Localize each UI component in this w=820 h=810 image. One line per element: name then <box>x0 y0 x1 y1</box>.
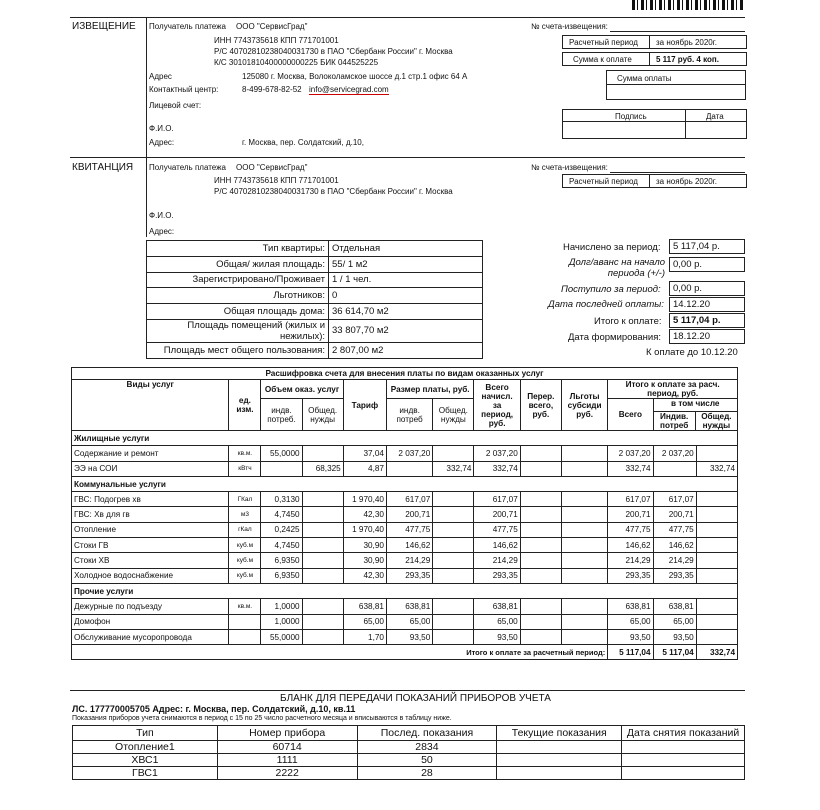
received-label: Поступило за период: <box>561 284 661 295</box>
service-cell: 332,74 <box>608 461 653 476</box>
service-cell: кв.м. <box>229 599 261 614</box>
service-cell: 638,81 <box>474 599 520 614</box>
services-total: 5 117,04 <box>608 645 653 660</box>
service-cell: 42,30 <box>343 568 386 583</box>
service-cell: 638,81 <box>653 599 696 614</box>
formed-value: 18.12.20 <box>669 329 745 344</box>
period-value: за ноябрь 2020г. <box>656 38 717 47</box>
service-cell <box>561 553 607 568</box>
meter-cell: 28 <box>357 767 497 780</box>
col-vol-common: Общед. нужды <box>302 399 343 431</box>
meter-cell: ГВС1 <box>73 767 218 780</box>
receipt-invoice-no-label: № счета-извещения: <box>531 163 608 172</box>
receipt-recipient: ООО "СервисГрад" <box>236 163 308 172</box>
service-cell <box>433 538 474 553</box>
period-label: Расчетный период <box>569 38 638 47</box>
service-cell <box>302 614 343 629</box>
service-cell <box>520 599 561 614</box>
service-cell: 42,30 <box>343 507 386 522</box>
service-cell: 332,74 <box>474 461 520 476</box>
col-volume: Объем оказ. услуг <box>261 380 343 399</box>
service-name: ЭЭ на СОИ <box>72 461 229 476</box>
service-cell: 4,87 <box>343 461 386 476</box>
meters-header: Послед. показания <box>357 726 497 741</box>
col-incl-common: Общед. нужды <box>701 412 732 430</box>
meters-header: Текущие показания <box>497 726 622 741</box>
service-row <box>72 446 738 461</box>
service-cell: 1,70 <box>343 629 386 644</box>
period-box <box>562 35 747 49</box>
service-cell <box>520 629 561 644</box>
last-payment-label: Дата последней оплаты: <box>548 299 664 310</box>
service-name: Содержание и ремонт <box>72 446 229 461</box>
service-cell <box>561 492 607 507</box>
service-cell: куб.м <box>229 553 261 568</box>
service-cell: 55,0000 <box>261 629 302 644</box>
services-total-label: Итого к оплате за расчетный период: <box>72 645 608 660</box>
service-cell: 214,29 <box>653 553 696 568</box>
service-cell <box>561 446 607 461</box>
services-title: Расшифровка счета для внесения платы по видам оказанных услуг <box>72 368 738 380</box>
meter-cell: 1111 <box>217 754 357 767</box>
service-cell <box>561 522 607 537</box>
receipt-recipient-label: Получатель платежа <box>149 163 226 172</box>
service-cell <box>696 599 737 614</box>
receipt-fio-label: Ф.И.О. <box>149 211 174 220</box>
service-cell: 1 970,40 <box>343 522 386 537</box>
receipt-period-box <box>562 174 747 188</box>
service-cell: 617,07 <box>608 492 653 507</box>
service-cell: 4,7450 <box>261 538 302 553</box>
service-cell <box>302 538 343 553</box>
service-group-name: Коммунальные услуги <box>72 476 738 491</box>
meter-input-cell[interactable] <box>497 741 622 754</box>
bank-account: Р/С 40702810238040031730 в ПАО "Сбербанк России" г. Москва <box>214 47 453 56</box>
formed-label: Дата формирования: <box>568 332 662 343</box>
service-cell: 93,50 <box>474 629 520 644</box>
service-cell: 146,62 <box>653 538 696 553</box>
service-cell: 6,9350 <box>261 568 302 583</box>
service-cell: 293,35 <box>386 568 432 583</box>
service-cell: 638,81 <box>386 599 432 614</box>
corr-account: К/С 30101810400000000225 БИК 044525225 <box>214 58 379 67</box>
total-value: 5 117,04 р. <box>669 313 745 328</box>
service-cell <box>302 553 343 568</box>
amount-due-label: Сумма к оплате <box>573 55 632 64</box>
col-benefits: Льготы субсиди руб. <box>561 380 607 431</box>
service-cell: 477,75 <box>653 522 696 537</box>
col-incl-group <box>653 399 737 431</box>
signature-label: Подпись <box>615 112 647 121</box>
service-cell: 30,90 <box>343 553 386 568</box>
service-cell <box>302 599 343 614</box>
col-fee-common: Общед. нужды <box>433 399 474 431</box>
service-name: Стоки ГВ <box>72 538 229 553</box>
total-label: Итого к оплате: <box>594 316 662 327</box>
service-cell <box>520 522 561 537</box>
pay-sum-label: Сумма оплаты <box>617 74 672 83</box>
apartment-row-value: Отдельная <box>329 241 483 257</box>
service-cell: 65,00 <box>386 614 432 629</box>
service-cell <box>696 538 737 553</box>
receipt-period-value: за ноябрь 2020г. <box>656 177 717 186</box>
service-cell: 293,35 <box>608 568 653 583</box>
service-cell <box>520 446 561 461</box>
service-group-row <box>72 583 738 598</box>
service-cell: 1,0000 <box>261 599 302 614</box>
service-cell: 214,29 <box>474 553 520 568</box>
pay-by-date: К оплате до 10.12.20 <box>646 347 738 358</box>
service-cell <box>302 492 343 507</box>
service-cell: 93,50 <box>608 629 653 644</box>
meters-header: Дата снятия показаний <box>622 726 745 741</box>
service-name: Стоки ХВ <box>72 553 229 568</box>
service-cell: 65,00 <box>608 614 653 629</box>
service-cell <box>433 507 474 522</box>
apartment-row-value: 0 <box>329 288 483 304</box>
service-cell: 293,35 <box>653 568 696 583</box>
service-cell: 617,07 <box>653 492 696 507</box>
service-row <box>72 538 738 553</box>
service-cell <box>696 568 737 583</box>
invoice-no-label: № счета-извещения: <box>531 22 608 31</box>
service-cell <box>696 629 737 644</box>
service-cell: 200,71 <box>474 507 520 522</box>
personal-account-label: Лицевой счет: <box>149 101 202 110</box>
service-cell <box>433 553 474 568</box>
apartment-row-label: Общая/ жилая площадь: <box>147 256 329 272</box>
service-cell: 214,29 <box>386 553 432 568</box>
service-group-name: Жилищные услуги <box>72 431 738 446</box>
apartment-row <box>147 241 483 257</box>
apartment-row-value: 1 / 1 чел. <box>329 272 483 288</box>
col-topay: Итого к оплате за расч. период, руб. <box>608 380 738 399</box>
service-cell: 146,62 <box>608 538 653 553</box>
recipient-label: Получатель платежа <box>149 22 226 31</box>
signature-box[interactable] <box>562 109 747 139</box>
service-cell <box>433 568 474 583</box>
service-cell <box>433 629 474 644</box>
service-cell: 37,04 <box>343 446 386 461</box>
service-name: Обслуживание мусоропровода <box>72 629 229 644</box>
service-cell: гКал <box>229 522 261 537</box>
services-table <box>71 367 738 660</box>
recipient-name: ООО "СервисГрад" <box>236 22 308 31</box>
address-label: Адрес <box>149 72 172 81</box>
service-cell: 6,9350 <box>261 553 302 568</box>
col-fee: Размер платы, руб. <box>386 380 473 399</box>
payer-address: г. Москва, пер. Солдатский, д.10, <box>242 138 364 147</box>
col-accrued: Всего начисл. за период, руб. <box>474 380 520 431</box>
service-cell: 65,00 <box>653 614 696 629</box>
meter-input-cell[interactable] <box>622 767 745 780</box>
meters-header: Номер прибора <box>217 726 357 741</box>
service-cell <box>433 522 474 537</box>
service-row <box>72 614 738 629</box>
meter-input-cell[interactable] <box>497 767 622 780</box>
service-cell: 332,74 <box>433 461 474 476</box>
service-row <box>72 461 738 476</box>
service-cell <box>302 446 343 461</box>
service-cell: кВтч <box>229 461 261 476</box>
qr-code <box>632 0 744 10</box>
service-cell: 332,74 <box>696 461 737 476</box>
apartment-row <box>147 272 483 288</box>
service-cell: 200,71 <box>386 507 432 522</box>
service-cell <box>561 599 607 614</box>
apartment-row-value: 36 614,70 м2 <box>329 304 483 320</box>
service-cell: кв.м. <box>229 446 261 461</box>
service-row <box>72 568 738 583</box>
service-cell: 55,0000 <box>261 446 302 461</box>
service-cell <box>229 614 261 629</box>
service-name: ГВС: Хв для гв <box>72 507 229 522</box>
service-cell <box>696 522 737 537</box>
service-cell: 68,325 <box>302 461 343 476</box>
service-cell: 146,62 <box>474 538 520 553</box>
service-cell <box>433 446 474 461</box>
services-total-ind: 5 117,04 <box>653 645 696 660</box>
service-name: Дежурные по подъезду <box>72 599 229 614</box>
apartment-row <box>147 319 483 342</box>
service-cell: 293,35 <box>474 568 520 583</box>
amount-due-value: 5 117 руб. 4 коп. <box>656 55 719 64</box>
service-cell <box>302 629 343 644</box>
service-cell: 638,81 <box>608 599 653 614</box>
col-kind: Виды услуг <box>72 380 229 431</box>
apartment-row-label: Общая площадь дома: <box>147 304 329 320</box>
service-cell: 214,29 <box>608 553 653 568</box>
apartment-row-label: Площадь помещений (жилых и нежилых): <box>147 319 329 342</box>
payer-address-label: Адрес: <box>149 138 175 147</box>
service-cell <box>433 492 474 507</box>
col-tariff: Тариф <box>343 380 386 431</box>
service-cell <box>520 614 561 629</box>
receipt-account: Р/С 40702810238040031730 в ПАО "Сбербанк России" г. Москва <box>214 187 453 196</box>
service-cell: куб.м <box>229 538 261 553</box>
service-cell <box>433 599 474 614</box>
meter-input-cell[interactable] <box>622 741 745 754</box>
service-cell: 200,71 <box>608 507 653 522</box>
service-cell: 477,75 <box>474 522 520 537</box>
service-cell <box>302 522 343 537</box>
service-cell: 617,07 <box>474 492 520 507</box>
debt-value: 0,00 р. <box>669 257 745 272</box>
apartment-row-label: Льготников: <box>147 288 329 304</box>
service-cell: 93,50 <box>653 629 696 644</box>
service-cell <box>386 461 432 476</box>
service-cell: 2 037,20 <box>386 446 432 461</box>
meters-table <box>72 725 745 780</box>
receipt-inn-kpp: ИНН 7743735618 КПП 771701001 <box>214 176 339 185</box>
service-cell <box>561 461 607 476</box>
service-group-row <box>72 431 738 446</box>
col-vol-ind: индв. потреб. <box>261 399 302 431</box>
service-cell: 146,62 <box>386 538 432 553</box>
col-total: Всего <box>608 399 653 431</box>
service-cell <box>302 507 343 522</box>
meter-input-cell[interactable] <box>497 754 622 767</box>
pay-sum-box[interactable] <box>606 70 746 100</box>
apartment-row-value: 2 807,00 м2 <box>329 342 483 358</box>
col-fee-ind: индв. потреб <box>386 399 432 431</box>
apartment-row <box>147 288 483 304</box>
meter-row <box>73 741 745 754</box>
meter-cell: Отопление1 <box>73 741 218 754</box>
service-cell <box>302 568 343 583</box>
apartment-row-label: Площадь мест общего пользования: <box>147 342 329 358</box>
service-cell: 4,7450 <box>261 507 302 522</box>
service-cell: 65,00 <box>343 614 386 629</box>
service-cell: 2 037,20 <box>653 446 696 461</box>
service-name: Отопление <box>72 522 229 537</box>
meter-row <box>73 754 745 767</box>
service-name: Домофон <box>72 614 229 629</box>
meter-cell: 60714 <box>217 741 357 754</box>
service-cell: 617,07 <box>386 492 432 507</box>
service-row <box>72 507 738 522</box>
service-cell: 0,3130 <box>261 492 302 507</box>
last-payment-value: 14.12.20 <box>669 297 745 312</box>
service-row <box>72 522 738 537</box>
service-cell <box>696 614 737 629</box>
apartment-row-label: Зарегистрировано/Проживает <box>147 272 329 288</box>
service-cell: 200,71 <box>653 507 696 522</box>
service-cell: м3 <box>229 507 261 522</box>
service-cell <box>520 538 561 553</box>
col-incl-ind: Индив. потреб <box>654 412 696 430</box>
service-cell: куб.м <box>229 568 261 583</box>
apartment-info-table <box>146 240 483 359</box>
col-incl: в том числе <box>654 399 737 412</box>
service-cell: 638,81 <box>343 599 386 614</box>
meter-cell: ХВС1 <box>73 754 218 767</box>
service-cell <box>520 507 561 522</box>
col-unit: ед. изм. <box>229 380 261 431</box>
service-cell <box>520 568 561 583</box>
service-cell <box>696 553 737 568</box>
received-value: 0,00 р. <box>669 281 745 296</box>
recipient-address: 125080 г. Москва, Волоколамское шоссе д.1 стр.1 офис 64 А <box>242 72 468 81</box>
service-cell <box>561 568 607 583</box>
service-row <box>72 629 738 644</box>
service-cell <box>561 614 607 629</box>
service-cell <box>696 446 737 461</box>
meter-cell: 2834 <box>357 741 497 754</box>
service-name: Холодное водоснабжение <box>72 568 229 583</box>
service-row <box>72 553 738 568</box>
apartment-row-label: Тип квартиры: <box>147 241 329 257</box>
meter-input-cell[interactable] <box>622 754 745 767</box>
service-cell: 1,0000 <box>261 614 302 629</box>
service-cell <box>561 538 607 553</box>
receipt-heading: КВИТАНЦИЯ <box>72 162 134 173</box>
service-cell <box>520 553 561 568</box>
meters-title: БЛАНК ДЛЯ ПЕРЕДАЧИ ПОКАЗАНИЙ ПРИБОРОВ УЧЕТА <box>280 693 551 704</box>
col-recalc: Перер. всего, руб. <box>520 380 561 431</box>
service-name: ГВС: Подогрев хв <box>72 492 229 507</box>
service-cell <box>433 614 474 629</box>
apartment-row <box>147 256 483 272</box>
service-cell: 93,50 <box>386 629 432 644</box>
service-cell <box>696 492 737 507</box>
service-cell: 65,00 <box>474 614 520 629</box>
service-cell <box>561 629 607 644</box>
amount-due-box <box>562 52 747 66</box>
receipt-period-label: Расчетный период <box>569 177 638 186</box>
service-cell: 2 037,20 <box>608 446 653 461</box>
meter-cell: 2222 <box>217 767 357 780</box>
inn-kpp: ИНН 7743735618 КПП 771701001 <box>214 36 339 45</box>
service-group-row <box>72 476 738 491</box>
meter-row <box>73 767 745 780</box>
notice-heading: ИЗВЕЩЕНИЕ <box>72 21 136 32</box>
meters-note: Показания приборов учета снимаются в период с 15 по 25 число расчетного месяца и вписываются в таблицу ниже. <box>72 715 452 722</box>
service-cell: 0,2425 <box>261 522 302 537</box>
services-total-common: 332,74 <box>696 645 737 660</box>
receipt-address-label: Адрес: <box>149 227 175 236</box>
service-cell <box>520 461 561 476</box>
service-cell: 30,90 <box>343 538 386 553</box>
service-cell: ГКал <box>229 492 261 507</box>
apartment-row <box>147 342 483 358</box>
fio-label: Ф.И.О. <box>149 124 174 133</box>
apartment-row <box>147 304 483 320</box>
service-cell: 1 970,40 <box>343 492 386 507</box>
service-cell: 477,75 <box>608 522 653 537</box>
service-cell: 2 037,20 <box>474 446 520 461</box>
service-cell <box>561 507 607 522</box>
service-cell <box>696 507 737 522</box>
service-group-name: Прочие услуги <box>72 583 738 598</box>
service-cell <box>229 629 261 644</box>
charged-label: Начислено за период: <box>563 242 661 253</box>
meters-ls: ЛС. 177770005705 Адрес: г. Москва, пер. Солдатский, д.10, кв.11 <box>72 704 356 714</box>
service-cell <box>653 461 696 476</box>
service-cell <box>520 492 561 507</box>
charged-value: 5 117,04 р. <box>669 239 745 254</box>
meter-cell: 50 <box>357 754 497 767</box>
apartment-row-value: 33 807,70 м2 <box>329 319 483 342</box>
date-label: Дата <box>706 112 724 121</box>
contact-label: Контактный центр: <box>149 85 219 94</box>
apartment-row-value: 55/ 1 м2 <box>329 256 483 272</box>
meters-header: Тип <box>73 726 218 741</box>
service-cell: 477,75 <box>386 522 432 537</box>
service-row <box>72 599 738 614</box>
service-row <box>72 492 738 507</box>
contact-email[interactable]: info@servicegrad.com <box>309 85 389 94</box>
contact-phone: 8-499-678-82-52 <box>242 85 302 94</box>
debt-label: Долг/аванс на начало периода (+/-) <box>568 257 665 279</box>
service-cell <box>261 461 302 476</box>
